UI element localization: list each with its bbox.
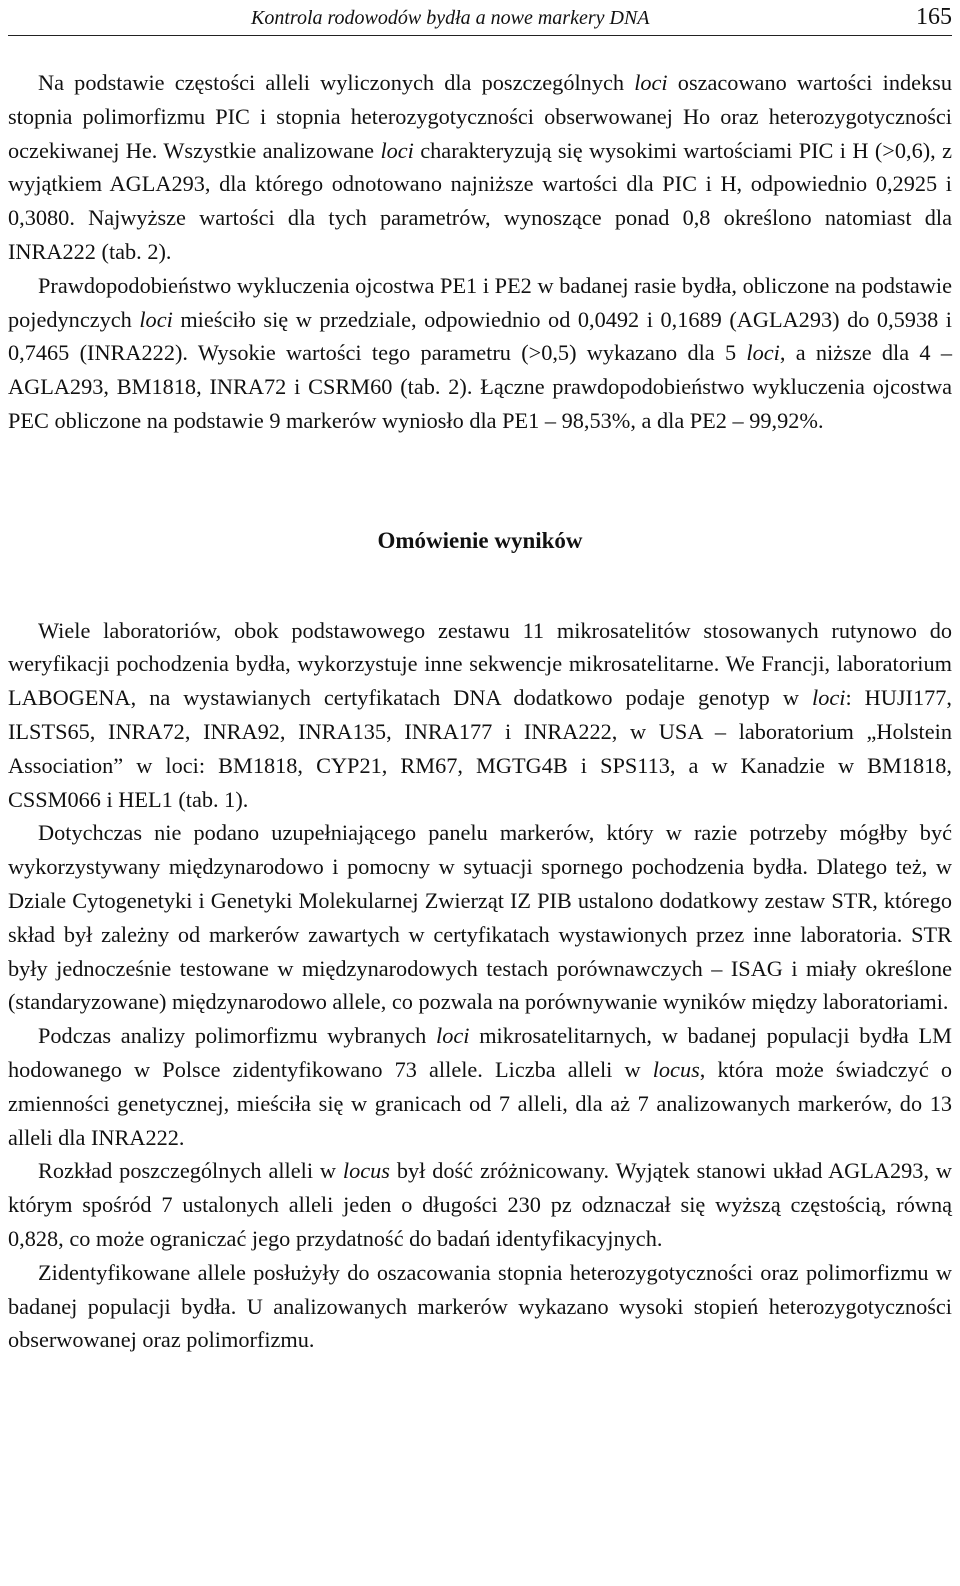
text-run: Podczas analizy polimorfizmu wybranych [38, 1023, 437, 1049]
italic-term: loci [380, 137, 414, 163]
results-paragraphs [8, 66, 952, 438]
text-run: : HUJI177, ILSTS65, INRA72, INRA92, INRA135, INRA177 i INRA222, w USA – laboratorium „Holstein Association” w loci: BM1818, CYP21, RM67, MGTG4B i SPS113, a w Kanadzie w BM1818, CSSM066 i HEL1 (tab. 1). [8, 685, 952, 812]
text-run: oszacowano wartości indeksu stopnia polimorfizmu PIC i stopnia heterozygotyczności obserwowanej Ho oraz heterozygotyczności oczekiwanej He. Wszystkie analizowane [8, 70, 952, 163]
text-run: charakteryzują się wysokimi wartościami PIC i H (>0,6), z wyjątkiem AGLA293, dla którego odnotowano najniższe wartości dla PIC i H, odpowiednio 0,2925 i 0,3080. Najwyższe wartości dla tych parametrów, wynoszące ponad 0,8 określono natomiast dla INRA222 (tab. 2). [8, 137, 953, 264]
paragraph [8, 269, 952, 438]
italic-term: loci [436, 1023, 470, 1049]
text-run: Rozkład poszczególnych alleli w [38, 1158, 343, 1184]
page-number: 165 [916, 4, 952, 30]
paragraph [8, 816, 952, 1019]
italic-term: loci [139, 306, 173, 332]
text-run: był dość zróżnicowany. Wyjątek stanowi układ AGLA293, w którym spośród 7 ustalonych alleli jeden o długości 230 pz odznaczał się wyższą częstością, równą 0,828, co może ograniczać jego przydatność do badań identyfikacyjnych. [8, 1158, 952, 1251]
text-run: , która może świadczyć o zmienności genetycznej, mieściła się w granicach od 7 alleli, dla aż 7 analizowanych markerów, do 13 alleli dla INRA222. [8, 1056, 952, 1150]
text-run: Prawdopodobieństwo wykluczenia ojcostwa PE1 i PE2 w badanej rasie bydła, obliczone na podstawie pojedynczych [8, 272, 952, 332]
section-heading: Omówienie wyników [377, 527, 583, 553]
italic-term: loci [812, 685, 846, 711]
text-run: mikrosatelitarnych, w badanej populacji bydła LM hodowanego w Polsce zidentyfikowano 73 allele. Liczba alleli w [8, 1023, 952, 1082]
italic-term: locus [342, 1158, 390, 1184]
body-text [8, 66, 952, 1357]
text-run: Zidentyfikowane allele posłużyły do oszacowania stopnia heterozygotyczności oraz polimorfizmu w badanej populacji bydła. U analizowanych markerów wykazano wysoki stopień heterozygotyczności obserwowanej oraz polimorfizmu. [8, 1259, 952, 1353]
paragraph [8, 1019, 952, 1154]
italic-term: loci [634, 70, 668, 95]
paragraph [8, 1256, 952, 1357]
document-page [8, 0, 952, 1357]
paragraph [8, 1154, 952, 1255]
page-header [8, 2, 952, 36]
text-run: Dotychczas nie podano uzupełniającego panelu markerów, który w razie potrzeby mógłby być wykorzystywany międzynarodowo i pomocny w sytuacji spornego pochodzenia bydła. Dlatego też, w Dziale Cytogenetyki i Genetyki Molekularnej Zwierząt IZ PIB ustalono dodatkowy zestaw STR, którego skład był zależny od markerów zawartych w certyfikatach wystawionych przez inne laboratoria. STR były jednocześnie testowane w międzynarodowych testach porównawczych – ISAG i miały określone (standaryzowane) międzynarodowo allele, co pozwala na porównywanie wyników między laboratoriami. [8, 820, 952, 1015]
text-run: mieściło się w przedziale, odpowiednio od 0,0492 i 0,1689 (AGLA293) do 0,5938 i 0,7465 (INRA222). Wysokie wartości tego parametru (>0,5) wykazano dla 5 [8, 306, 952, 366]
italic-term: loci [746, 340, 780, 366]
paragraph [8, 614, 952, 817]
discussion-paragraphs [8, 614, 952, 1358]
italic-term: locus [652, 1056, 700, 1082]
paragraph [8, 66, 952, 269]
text-run: , a niższe dla 4 – AGLA293, BM1818, INRA72 i CSRM60 (tab. 2). Łączne prawdopodobieństwo wykluczenia ojcostwa PEC obliczone na podstawie 9 markerów wyniosło dla PE1 – 98,53%, a dla PE2 – 99,92%. [8, 340, 952, 433]
text-run: Wiele laboratoriów, obok podstawowego zestawu 11 mikrosatelitów stosowanych rutynowo do weryfikacji pochodzenia bydła, wykorzystuje inne sekwencje mikrosatelitarne. We Francji, laboratorium LABOGENA, na wystawianych certyfikatach DNA dodatkowo podaje genotyp w [8, 617, 952, 711]
running-title: Kontrola rodowodów bydła a nowe markery DNA [251, 7, 650, 29]
text-run: Na podstawie częstości alleli wyliczonych dla poszczególnych [38, 70, 635, 95]
